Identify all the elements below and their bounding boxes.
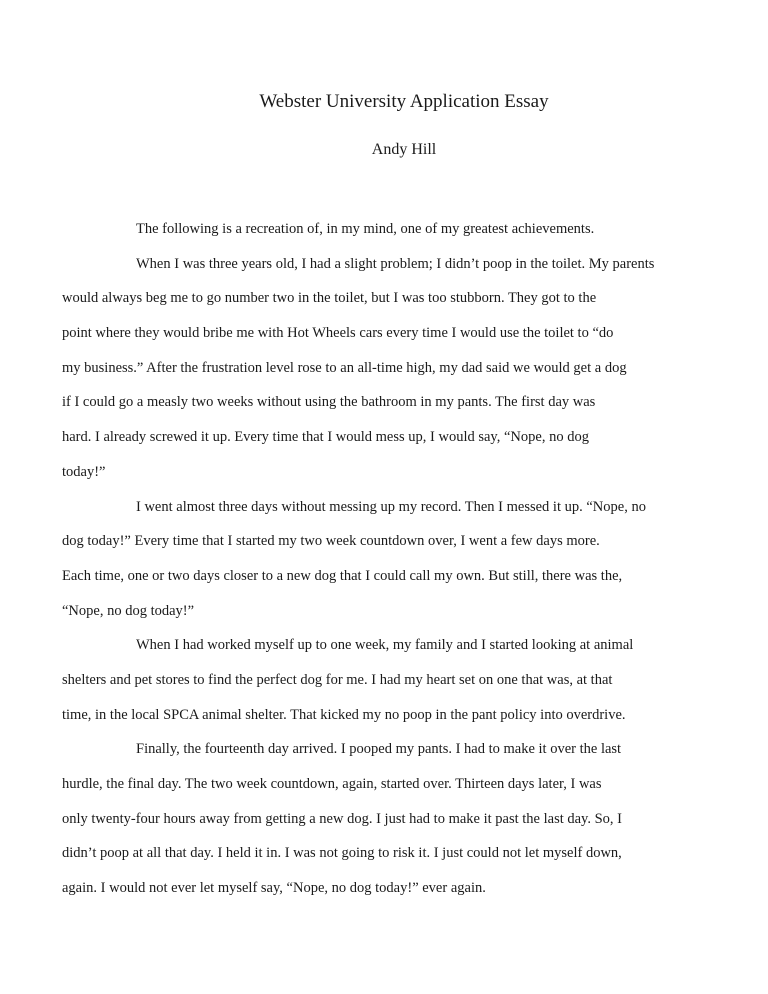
essay-line: dog today!” Every time that I started my two week countdown over, I went a few days more. — [62, 533, 600, 550]
essay-title: Webster University Application Essay — [259, 91, 549, 112]
essay-line: didn’t poop at all that day. I held it in. I was not going to risk it. I just could not let myself down, — [62, 845, 622, 862]
essay-line: would always beg me to go number two in the toilet, but I was too stubborn. They got to the — [62, 290, 597, 307]
essay-line: hard. I already screwed it up. Every time that I would mess up, I would say, “Nope, no dog — [62, 429, 589, 446]
essay-line: I went almost three days without messing up my record. Then I messed it up. “Nope, no — [136, 498, 646, 515]
author-name: Andy Hill — [371, 141, 437, 158]
essay-line: point where they would bribe me with Hot Wheels cars every time I would use the toilet to “do — [62, 325, 614, 342]
essay-line: if I could go a measly two weeks without using the bathroom in my pants. The first day was — [62, 394, 596, 411]
essay-line: Finally, the fourteenth day arrived. I pooped my pants. I had to make it over the last — [136, 741, 622, 758]
essay-line: hurdle, the final day. The two week countdown, again, started over. Thirteen days later, I was — [62, 776, 602, 792]
essay-line: my business.” After the frustration level rose to an all-time high, my dad said we would get a dog — [62, 359, 627, 376]
essay-line: time, in the local SPCA animal shelter. That kicked my no poop in the pant policy into overdrive. — [62, 706, 626, 723]
essay-line: only twenty-four hours away from getting a new dog. I just had to make it past the last day. So, I — [62, 810, 623, 827]
essay-body — [62, 212, 682, 906]
essay-line: When I had worked myself up to one week, my family and I started looking at animal — [136, 637, 634, 654]
essay-line: The following is a recreation of, in my mind, one of my greatest achievements. — [136, 221, 595, 237]
essay-line: today!” — [62, 463, 106, 480]
essay-line: Each time, one or two days closer to a new dog that I could call my own. But still, there was the, — [62, 567, 623, 584]
essay-line: again. I would not ever let myself say, “Nope, no dog today!” ever again. — [62, 880, 486, 897]
essay-line: shelters and pet stores to find the perfect dog for me. I had my heart set on one that was, at that — [62, 671, 613, 688]
essay-line: “Nope, no dog today!” — [62, 602, 195, 619]
essay-line: When I was three years old, I had a slight problem; I didn’t poop in the toilet. My parents — [136, 255, 655, 272]
